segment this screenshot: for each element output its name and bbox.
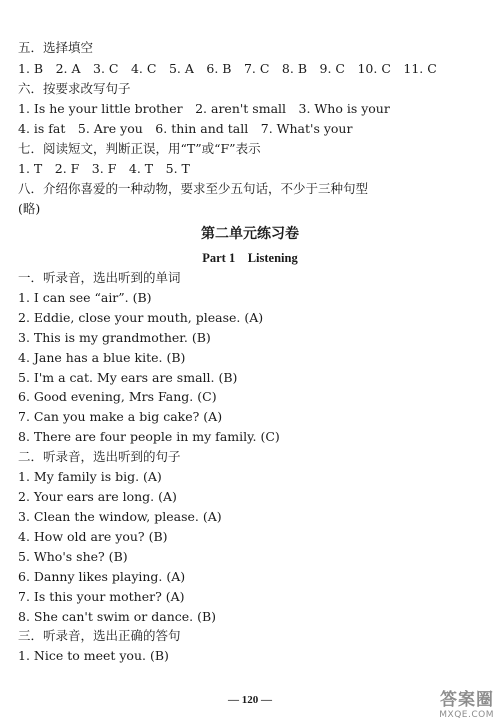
- list-item: 5. Who's she? (B): [18, 549, 128, 564]
- listen-responses-heading: 三．听录音，选出正确的答句: [18, 628, 181, 643]
- list-item: 2. Eddie, close your mouth, please. (A): [18, 310, 264, 325]
- section6-line2: 4. is fat 5. Are you 6. thin and tall 7. What's your: [18, 121, 353, 136]
- list-item: 8. She can't swim or dance. (B): [18, 609, 217, 624]
- section7-answers: 1. T 2. F 3. F 4. T 5. T: [18, 161, 190, 176]
- section6-line1: 1. Is he your little brother 2. aren't small 3. Who is your: [18, 101, 390, 116]
- list-item: 1. Nice to meet you. (B): [18, 648, 169, 663]
- list-item: 2. Your ears are long. (A): [18, 489, 177, 504]
- watermark-logo-text: 答案圈: [440, 690, 494, 710]
- list-item: 4. How old are you? (B): [18, 529, 168, 544]
- page-number: — 120 —: [228, 694, 272, 706]
- section6-heading: 六．按要求改写句子: [18, 81, 131, 96]
- list-item: 1. My family is big. (A): [18, 469, 162, 484]
- list-item: 8. There are four people in my family. (C): [18, 429, 280, 444]
- list-item: 7. Can you make a big cake? (A): [18, 409, 223, 424]
- section5-heading: 五．选择填空: [18, 40, 94, 55]
- site-watermark: [402, 690, 494, 724]
- list-item: 3. This is my grandmother. (B): [18, 330, 211, 345]
- listen-words-heading: 一．听录音，选出听到的单词: [18, 270, 181, 285]
- section8-heading: 八．介绍你喜爱的一种动物，要求至少五句话，不少于三种句型: [18, 181, 369, 196]
- list-item: 7. Is this your mother? (A): [18, 589, 185, 604]
- list-item: 6. Good evening, Mrs Fang. (C): [18, 389, 217, 404]
- list-item: 6. Danny likes playing. (A): [18, 569, 186, 584]
- section8-note: (略): [18, 201, 41, 216]
- part-title: Part 1 Listening: [202, 251, 298, 265]
- list-item: 1. I can see “air”. (B): [18, 290, 152, 305]
- unit-title: 第二单元练习卷: [201, 226, 299, 242]
- watermark-url: MXQE.COM: [439, 710, 494, 720]
- list-item: 4. Jane has a blue kite. (B): [18, 350, 186, 365]
- list-item: 5. I'm a cat. My ears are small. (B): [18, 370, 238, 385]
- listen-sentences-heading: 二．听录音，选出听到的句子: [18, 449, 181, 464]
- list-item: 3. Clean the window, please. (A): [18, 509, 222, 524]
- section7-heading: 七．阅读短文，判断正误，用“T”或“F”表示: [18, 141, 261, 156]
- section5-answers: 1. B 2. A 3. C 4. C 5. A 6. B 7. C 8. B 9. C 10. C 11. C: [18, 61, 437, 76]
